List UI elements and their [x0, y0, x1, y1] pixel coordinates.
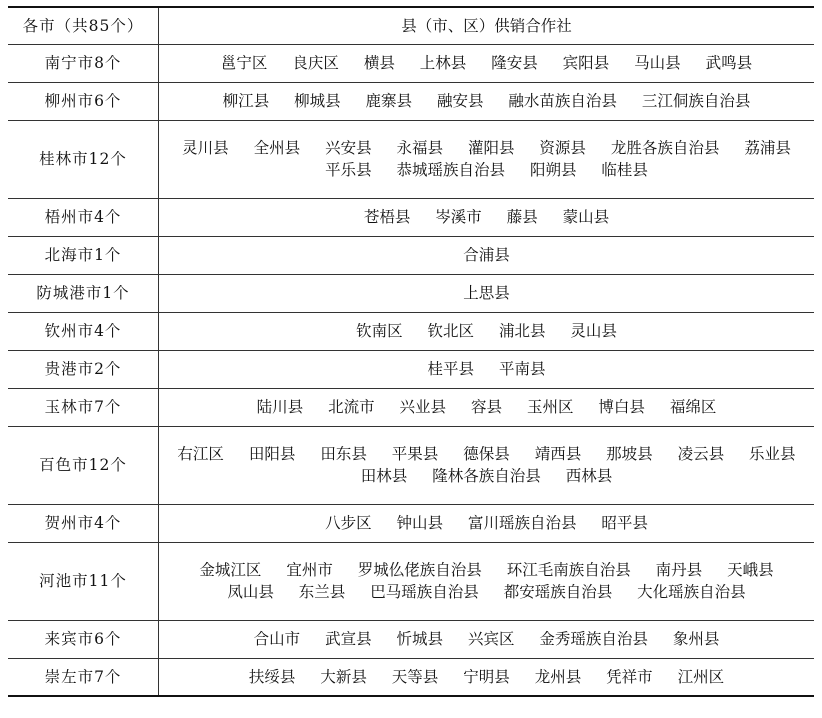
county-name: 荔浦县: [744, 139, 791, 157]
table-body: [8, 7, 814, 696]
county-name: 陆川县: [256, 398, 304, 416]
city-cell: 桂林市12个: [8, 120, 159, 198]
county-name: 金秀瑶族自治县: [539, 630, 648, 648]
county-name: 兴安县: [325, 139, 372, 157]
county-name: 福绵区: [669, 398, 717, 416]
table-row: [8, 620, 814, 658]
county-name: 鹿寨县: [365, 92, 413, 110]
county-name: 环江毛南族自治县: [506, 561, 631, 579]
county-name: 上林县: [419, 54, 467, 72]
county-name: 合山市: [253, 630, 301, 648]
county-name: 大化瑶族自治县: [637, 583, 746, 601]
table-row: [8, 82, 814, 120]
table-row: [8, 504, 814, 542]
table-row: [8, 426, 814, 504]
counties-cell: [159, 542, 815, 620]
counties-cell: [159, 198, 815, 236]
county-name: 平果县: [391, 445, 439, 463]
county-name: 岑溪市: [435, 208, 482, 226]
counties-cell: [159, 82, 815, 120]
county-name: 永福县: [396, 139, 444, 157]
county-name: 上思县: [463, 284, 510, 302]
county-name: 平乐县: [325, 161, 372, 179]
county-name: 东兰县: [298, 583, 346, 601]
city-cell: 钦州市4个: [8, 312, 159, 350]
coop-table: [8, 6, 814, 697]
counties-cell: [159, 120, 815, 198]
county-name: 柳城县: [294, 92, 341, 110]
city-cell: 柳州市6个: [8, 82, 159, 120]
counties-cell: [159, 44, 815, 82]
county-name: 蒙山县: [562, 208, 610, 226]
county-name: 凌云县: [677, 445, 725, 463]
county-name: 马山县: [634, 54, 681, 72]
table-row: [8, 312, 814, 350]
county-name: 容县: [470, 398, 502, 416]
county-name: 横县: [363, 54, 395, 72]
counties-cell: [159, 658, 815, 696]
table-row: [8, 44, 814, 82]
county-name: 武宣县: [325, 630, 372, 648]
county-name: 邕宁区: [220, 54, 268, 72]
county-name: 都安瑶族自治县: [503, 583, 613, 601]
county-name: 西林县: [565, 467, 613, 485]
table-row: [8, 350, 814, 388]
county-name: 隆林各族自治县: [432, 467, 541, 485]
county-name: 钟山县: [396, 514, 444, 532]
counties-cell: [159, 388, 815, 426]
table-row: [8, 198, 814, 236]
county-name: 扶绥县: [248, 667, 296, 686]
county-name: 龙州县: [534, 667, 582, 686]
counties-cell: [159, 236, 815, 274]
county-name: 那坡县: [606, 445, 653, 463]
county-name: 北流市: [328, 398, 375, 416]
city-cell: 贺州市4个: [8, 504, 159, 542]
county-name: 苍梧县: [363, 208, 411, 226]
counties-cell: [159, 504, 815, 542]
county-name: 藤县: [506, 208, 538, 226]
county-name: 凭祥市: [606, 667, 653, 686]
city-cell: 南宁市8个: [8, 44, 159, 82]
county-name: 富川瑶族自治县: [467, 514, 577, 532]
county-name: 宾阳县: [562, 54, 610, 72]
county-name: 融安县: [436, 92, 484, 110]
county-name: 合浦县: [463, 246, 510, 264]
county-name: 钦南区: [356, 322, 403, 340]
county-name: 罗城仫佬族自治县: [357, 561, 482, 579]
city-cell: 河池市11个: [8, 542, 159, 620]
table-row: [8, 120, 814, 198]
county-name: 平南县: [498, 360, 546, 378]
county-name: 田林县: [360, 467, 408, 485]
county-name: 靖西县: [534, 445, 582, 463]
county-name: 钦北区: [427, 322, 475, 340]
header-row: [8, 7, 814, 44]
city-cell: 梧州市4个: [8, 198, 159, 236]
county-name: 资源县: [539, 139, 586, 157]
county-name: 桂平县: [427, 360, 475, 378]
county-name: 柳江县: [222, 92, 270, 110]
table-row: [8, 388, 814, 426]
county-name: 龙胜各族自治县: [610, 139, 720, 157]
county-name: 江州区: [677, 667, 725, 686]
county-name: 南丹县: [655, 561, 703, 579]
county-name: 象州县: [672, 630, 720, 648]
city-cell: 崇左市7个: [8, 658, 159, 696]
county-name: 天峨县: [727, 561, 774, 579]
counties-cell: [159, 620, 815, 658]
county-name: 博白县: [598, 398, 645, 416]
city-cell: 玉林市7个: [8, 388, 159, 426]
city-cell: 防城港市1个: [8, 274, 159, 312]
county-name: 天等县: [391, 667, 439, 686]
county-name: 三江侗族自治县: [641, 92, 751, 110]
county-name: 良庆区: [292, 54, 339, 72]
county-name: 灌阳县: [467, 139, 515, 157]
city-cell: 北海市1个: [8, 236, 159, 274]
county-name: 德保县: [463, 445, 510, 463]
city-cell: 百色市12个: [8, 426, 159, 504]
county-name: 乐业县: [749, 445, 796, 463]
county-name: 兴业县: [399, 398, 447, 416]
counties-cell: [159, 274, 815, 312]
table-row: [8, 274, 814, 312]
county-name: 忻城县: [396, 630, 444, 648]
county-name: 金城江区: [199, 561, 262, 579]
county-name: 兴宾区: [467, 630, 515, 648]
county-name: 恭城瑶族自治县: [396, 161, 506, 179]
county-name: 玉州区: [526, 398, 574, 416]
counties-cell: [159, 426, 815, 504]
county-name: 灵山县: [570, 322, 617, 340]
county-name: 阳朔县: [529, 161, 577, 179]
county-name: 临桂县: [601, 161, 648, 179]
county-name: 八步区: [325, 514, 372, 532]
county-name: 隆安县: [491, 54, 538, 72]
city-cell: 贵港市2个: [8, 350, 159, 388]
table-row: [8, 236, 814, 274]
counties-cell: [159, 312, 815, 350]
county-name: 宁明县: [463, 667, 510, 686]
header-city: 各市（共85个）: [8, 7, 159, 44]
counties-cell: [159, 350, 815, 388]
county-name: 武鸣县: [705, 54, 753, 72]
county-name: 田东县: [320, 445, 367, 463]
table-row: [8, 542, 814, 620]
county-name: 昭平县: [601, 514, 648, 532]
table-row: [8, 658, 814, 696]
county-name: 巴马瑶族自治县: [370, 583, 479, 601]
county-name: 灵川县: [182, 139, 229, 157]
county-name: 融水苗族自治县: [508, 92, 617, 110]
county-name: 右江区: [177, 445, 224, 463]
county-name: 全州县: [253, 139, 301, 157]
county-name: 田阳县: [248, 445, 296, 463]
county-name: 宜州市: [286, 561, 333, 579]
county-name: 浦北县: [498, 322, 546, 340]
header-coop: 县（市、区）供销合作社: [159, 7, 815, 44]
county-name: 大新县: [320, 667, 367, 686]
city-cell: 来宾市6个: [8, 620, 159, 658]
county-name: 凤山县: [227, 583, 274, 601]
